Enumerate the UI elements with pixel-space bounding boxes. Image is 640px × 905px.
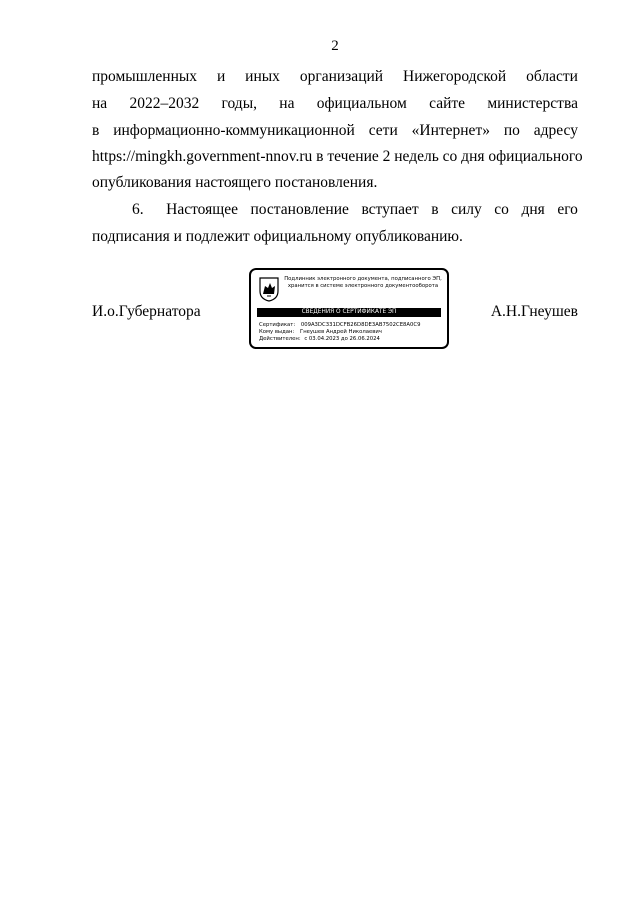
- word: сайте: [429, 95, 466, 112]
- signatory-name: А.Н.Гнеушев: [490, 303, 578, 320]
- word: официальном: [316, 95, 407, 112]
- signatory-role: И.о.Губернатора: [92, 303, 201, 320]
- item-6-line: [132, 200, 578, 220]
- word: промышленных: [92, 68, 198, 85]
- word: области: [526, 68, 578, 85]
- word: в: [431, 201, 439, 218]
- body-line-1: [92, 67, 578, 87]
- word: со: [494, 201, 509, 218]
- stamp-note-line: Подлинник электронного документа, подписанного ЭП,: [284, 276, 442, 282]
- validity-row: [259, 336, 443, 343]
- word: в: [92, 122, 100, 139]
- issued-to-label: Кому выдан:: [259, 329, 295, 335]
- word: вступает: [361, 201, 419, 218]
- body-line-7: подписания и подлежит официальному опубликованию.: [92, 228, 463, 245]
- word: Нижегородской: [403, 68, 507, 85]
- word: дня: [521, 201, 545, 218]
- word: и: [216, 68, 226, 85]
- word: адресу: [533, 122, 578, 139]
- word: министерства: [487, 95, 578, 112]
- certificate-title-bar: СВЕДЕНИЯ О СЕРТИФИКАТЕ ЭП: [257, 308, 441, 317]
- body-line-4: https://mingkh.government-nnov.ru в течение 2 недель со дня официального: [92, 148, 583, 165]
- issued-to-row: [259, 329, 443, 336]
- stamp-note: [283, 276, 443, 290]
- word: годы,: [221, 95, 257, 112]
- certificate-details: [259, 322, 443, 343]
- word: сети: [368, 122, 398, 139]
- word: по: [503, 122, 520, 139]
- word: 2022–2032: [129, 95, 200, 112]
- word: на: [279, 95, 295, 112]
- word: его: [557, 201, 578, 218]
- body-line-5: опубликования настоящего постановления.: [92, 174, 378, 191]
- item-number: 6.: [132, 201, 144, 218]
- validity-label: Действителен:: [259, 336, 301, 342]
- word: Настоящее: [166, 201, 238, 218]
- word: силу: [451, 201, 482, 218]
- page-number: 2: [331, 38, 339, 54]
- certificate-row: [259, 322, 443, 329]
- word: на: [92, 95, 108, 112]
- validity-value: с 03.04.2023 до 26.06.2024: [304, 336, 380, 342]
- certificate-value: 009A3DC331DCFB26D8DE3AB7502CE8A0C9: [300, 322, 421, 328]
- coat-of-arms-icon: [259, 277, 279, 302]
- word: информационно-коммуникационной: [113, 122, 355, 139]
- electronic-signature-stamp: [249, 268, 449, 349]
- word: организаций: [299, 68, 384, 85]
- word: иных: [245, 68, 280, 85]
- certificate-label: Сертификат:: [259, 322, 296, 328]
- word: постановление: [250, 201, 349, 218]
- stamp-note-line: хранится в системе электронного документооборота: [287, 283, 439, 289]
- word: «Интернет»: [411, 122, 490, 139]
- body-line-3: [92, 121, 578, 141]
- body-line-2: [92, 94, 578, 114]
- issued-to-value: Гнеушев Андрей Николаевич: [299, 329, 382, 335]
